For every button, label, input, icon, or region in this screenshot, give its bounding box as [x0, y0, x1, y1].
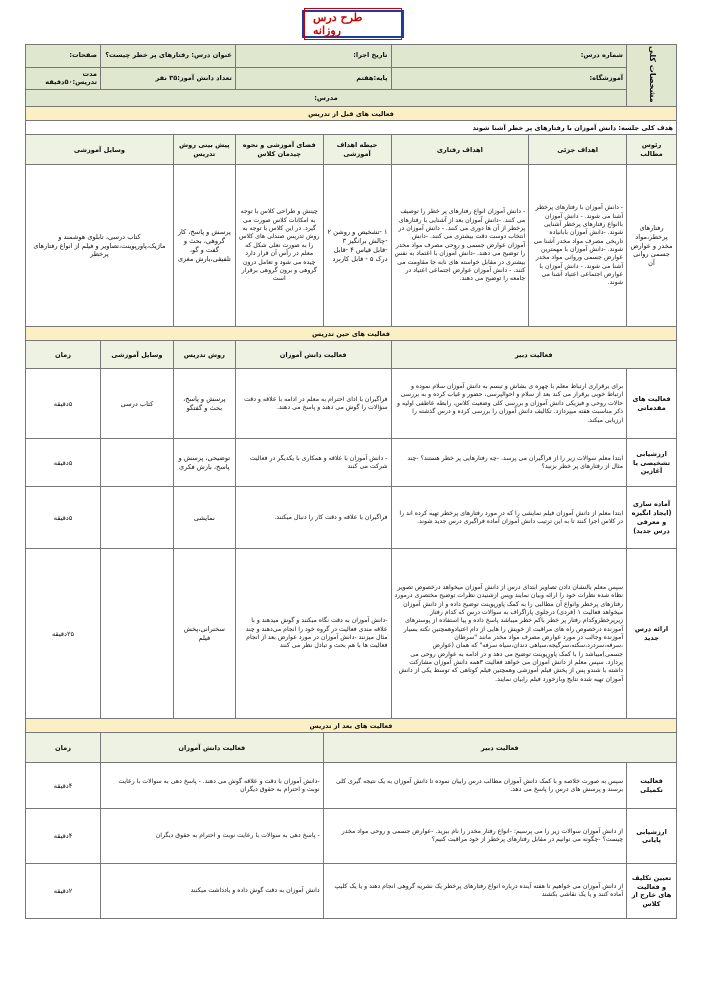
after-header: فعالیت های بعد از تدریس — [26, 719, 677, 733]
cell-tools: کتاب درسی، تابلوی هوشمند و ماژیک،پاورپوینت،تصاویر و فیلم از انواع رفتارهای پرخطر — [26, 165, 174, 327]
teach-tools — [101, 439, 174, 487]
teacher-activity: سپس به صورت خلاصه و با کمک دانش آموزان مطالب درس رابیان نموده تا دانش آموزان به یک نتیجه گیری کلی برسند و پرسش های درس را پاسخ می دهد. — [323, 763, 626, 809]
time: ۲دقیقه — [26, 864, 101, 919]
lesson-title: عنوان درس: رفتارهای پر خطر چیست؟ — [101, 45, 236, 68]
teach-method: نمایشی — [173, 487, 235, 549]
col-teach-tools: وسایل آموزشی — [101, 341, 174, 369]
teacher-activity: از دانش آموزان می خواهیم تا هفته آینده درباره انواع رفتارهای پرخطر یک نشریه گروهی انجام دهند و یا یک کلیپ آماده کنند و یا یک نقاشی بکشند — [323, 864, 626, 919]
col-after-teacher: فعالیت دبیر — [323, 733, 676, 763]
cell-space: چینش و طراحی کلاس با توجه به امکانات کلاس صورت می گیرد. در این کلاس با توجه به روش تدریس صندلی های کلاس را به صورت نعلی شکل که معلم در رأس آن قرار دارد چیده می شود و تعامل درون گروهی و برون گروهی برقرار است — [235, 165, 323, 327]
row-label: ارزشیابی پایانی — [627, 809, 677, 864]
table-row — [26, 369, 677, 439]
col-teach-method: روش تدریس — [173, 341, 235, 369]
table-row — [26, 809, 677, 864]
col-topics: رئوس مطالب — [627, 135, 677, 165]
time: ۲۵دقیقه — [26, 549, 101, 719]
table-row — [26, 864, 677, 919]
student-activity: - پاسخ دهی به سوالات با رعایت نوبت و احترام به حقوق دیگران — [101, 809, 324, 864]
page-title-frame — [302, 10, 404, 38]
teach-method: توضیحی، پرسش و پاسخ، بارش فکری — [173, 439, 235, 487]
teacher-activity: سپس معلم بالنشان دادن تصاویر ابتدای درس از دانش آموزان میخواهد درخصوص تصویر نظاه شده نظرات خود را ارائه وبیان نمایند وپس ازشنیدن نظرات توضیح مختصری درمورد رفتارهای پرخطر وانواع آن مطالبی را به کمک پاورپوینت توضیح داده و از دانش آموزان میخواهد فعالیت ۱ (فردی) درجلوی پاراگراف به سوالات درس که کدام رفتار زیرپرخطروکدام رفتار پر خطر باکم خطر میباشد پاسخ داده و پیا استفاده از پوسترهای آموزنده درخصوص راه های مراقبت از خویش را هایی از دام اعتیادوهمچنین نکته بسیار آموزنده وجالب در مورد عوارض مصرف مواد مخدر مانند "سرطان ،سرفه،سردرد،سکته،سرگیجه،سیاهی دندان،سیاه سرفه" که همان (عوارض جسمی)میباشد را با کمک پاورپوینت توضیح می دهد و در ادامه به عوارض روحی می پردازد. سپس معلم از دانش آموزان می خواهد فعالیت ۳همه دانش آموزان مشارکت داشته با شندو پس از پخش فیلم آموزشی وهمچنین فیلم کوتاهی که توسط یکی از دانش آموزان تهیه شده نتایج وبازخورد فیلم رابیان نمایند. — [391, 549, 627, 719]
col-after-time: زمان — [26, 733, 101, 763]
col-after-students: فعالیت دانش آموزان — [101, 733, 324, 763]
cell-domains: ۱ -تشخیص و روشن ۲ -چالش برانگیز ۳ -قابل قیاس ۴ -قابل درک ۵ - قابل کاربرد — [323, 165, 391, 327]
before-header: فعالیت های قبل از تدریس — [26, 107, 677, 121]
col-tools: وسایل آموزشی — [26, 135, 174, 165]
teach-tools — [101, 487, 174, 549]
teach-tools — [101, 549, 174, 719]
teach-method: پرسش و پاسخ، بحث و گفتگو — [173, 369, 235, 439]
time: ۵دقیقه — [26, 369, 101, 439]
session-goal: هدف کلی جلسه: دانش آموزان با رفتارهای پر خطر آشنا شوند — [26, 121, 677, 135]
col-partial-goals: اهداف جزئی — [529, 135, 627, 165]
col-method: پیش بینی روش تدریس — [173, 135, 235, 165]
student-activity: فراگیران با ادای احترام به معلم در ادامه با علاقه و دقت سؤالات را گوش می دهند و پاسخ می دهند. — [235, 369, 391, 439]
row-label: ارائه درس جدید — [627, 549, 677, 719]
row-label: ارزشیابی تشخیصی یا آغازین — [627, 439, 677, 487]
table-row — [26, 439, 677, 487]
student-activity: دانش آموزان به دقت گوش داده و یادداشت میکنند — [101, 864, 324, 919]
pages: صفحات: — [26, 45, 101, 68]
col-student-activity: فعالیت دانش آموزان — [235, 341, 391, 369]
lesson-number: شماره درس: — [391, 45, 627, 68]
time: ۵دقیقه — [26, 439, 101, 487]
exec-date: تاریخ اجرا: — [235, 45, 391, 68]
general-info-side — [627, 45, 677, 107]
row-label: آماده سازی (ایجاد انگیزه و معرفی درس جدید) — [627, 487, 677, 549]
table-row — [26, 487, 677, 549]
col-behavioral-goals: اهداف رفتاری — [391, 135, 529, 165]
col-time: زمان — [26, 341, 101, 369]
table-row — [26, 763, 677, 809]
row-label: فعالیت های مقدماتی — [627, 369, 677, 439]
teacher-activity: ابتدا معلم از دانش آموزان فیلم نمایشی را که در مورد رفتارهای پرخطر تهیه کرده اند را در کلاس اجرا کنند تا به این ترتیب دانش آموزان آماده فراگیری درس جدید شوند. — [391, 487, 627, 549]
row-label: فعالیت تکمیلی — [627, 763, 677, 809]
table-row — [26, 549, 677, 719]
student-activity: فراگیران با علاقه و دقت کار را دنبال میکنند. — [235, 487, 391, 549]
teacher-activity: برای برقراری ارتباط معلم با چهره ی بشاش و تبسم به دانش آموزان سلام نموده و ارتباط خوبی برقرار می کند بعد از سلام و احوالپرسی، حضور و غیاب کرده و به بررسی حالات روحی و فیزیکی دانش آموزان و بررسی کلی وضعیت کلاس، رابطه عاطفی اولیه و ذکر مناسبت هفته میپردازد. تکالیف دانش آموزان را بررسی کرده و درس گذشته را ارزیابی میکند. — [391, 369, 627, 439]
row-label: تعیین تکلیف و فعالیت های خارج از کلاس — [627, 864, 677, 919]
teacher-activity: ابتدا معلم سوالات زیر را از فراگیران می پرسد. -چه رفتارهایی پر خطر هستند؟ -چند مثال از رفتارهای پر خطر بزنید؟ — [391, 439, 627, 487]
school: آموزشگاه: — [391, 67, 627, 90]
teacher: مدرس: — [26, 90, 627, 107]
teacher-activity: از دانش آموزان سوالات زیر را می پرسیم: -انواع رفتار مخدر را نام ببرید. -عوارض جسمی و روحی مواد مخدر چیست؟ -چگونه می توانیم در مقابل رفتارهای پرخطر از خود مراقبت کنیم؟ — [323, 809, 626, 864]
student-activity: -دانش آموزان به دقت نگاه میکنند و گوش میدهند و با علاقه مندی فعالیت در گروه خود را انجام می‌دهند و چند مثال میزنند -دانش آموزان در مورد عوارض بعد از انجام فعالیت ها با هم بحث و تبادل نظر می کنند — [235, 549, 391, 719]
cell-topics: رفتارهای پرخطر،مواد مخدر و عوارض جسمی روانی آن — [627, 165, 677, 327]
teach-method: سخنرانی،پخش فیلم — [173, 549, 235, 719]
duration: مدت تدریس:۵۰دقیقه — [26, 67, 101, 90]
col-domains: حیطه اهداف آموزشی — [323, 135, 391, 165]
time: ۴دقیقه — [26, 763, 101, 809]
grade: پایه:هفتم — [235, 67, 391, 90]
during-header: فعالیت های حین تدریس — [26, 327, 677, 341]
general-info-label: مشخصات کلی — [647, 46, 657, 103]
student-activity: -دانش آموزان با دقت و علاقه گوش می دهند. - پاسخ دهی به سوالات با رعایت نوبت و احترام به حقوق دیگران — [101, 763, 324, 809]
time: ۵دقیقه — [26, 487, 101, 549]
student-activity: - دانش آموزان با علاقه و همکاری با یکدیگر در فعالیت شرکت می کنند — [235, 439, 391, 487]
cell-partial-goals: - دانش آموزان با رفتارهای پرخطر آشنا می شوند. - دانش آموزان باانواع رفتارهای پرخطر آشنایی شوند. -دانش آموزان بابانیاده تاریخی مصرف مواد مخدر آشنا می شوند. -دانش آموزان با مهمترین عوارض جسمی وروانی مواد مخدر آشنا می شوند. - دانش آموزان با عوارض اجتماعی اعتیاد آشنا می شوند. — [529, 165, 627, 327]
time: ۴دقیقه — [26, 809, 101, 864]
student-count: تعداد دانش آموز:۳۵ نفر — [101, 67, 236, 90]
cell-method: پرسش و پاسخ، کار گروهی، بحث و گفت و گو، تلفیقی،بارش مغزی — [173, 165, 235, 327]
teach-tools: کتاب درسی — [101, 369, 174, 439]
cell-behavioral-goals: - دانش آموزان انواع رفتارهای پر خطر را توصیف می کنند. -دانش آموزان بعد از آشنایی با رفتارهای پرخطر از آن ها دوری می کنند. - دانش آموزان در انتخاب دوست دقت بیشتری می کنند. -دانش آموزان عوارض جسمی و روحی مصرف مواد مخدر را توضیح می دهند. -دانش آموزان با اعتماد به نفس بیشتری در مقابل خواسته های نابه جا مقاومت می کنند. - دانش آموزان عوارض اجتماعی اعتیاد در جامعه را توضیح می دهند. — [391, 165, 529, 327]
page-title: طرح درس روزانه — [304, 8, 402, 40]
col-teacher-activity: فعالیت دبیر — [391, 341, 676, 369]
col-space: فضای آموزشی و نحوه چیدمان کلاس — [235, 135, 323, 165]
lesson-plan-table — [25, 44, 677, 919]
